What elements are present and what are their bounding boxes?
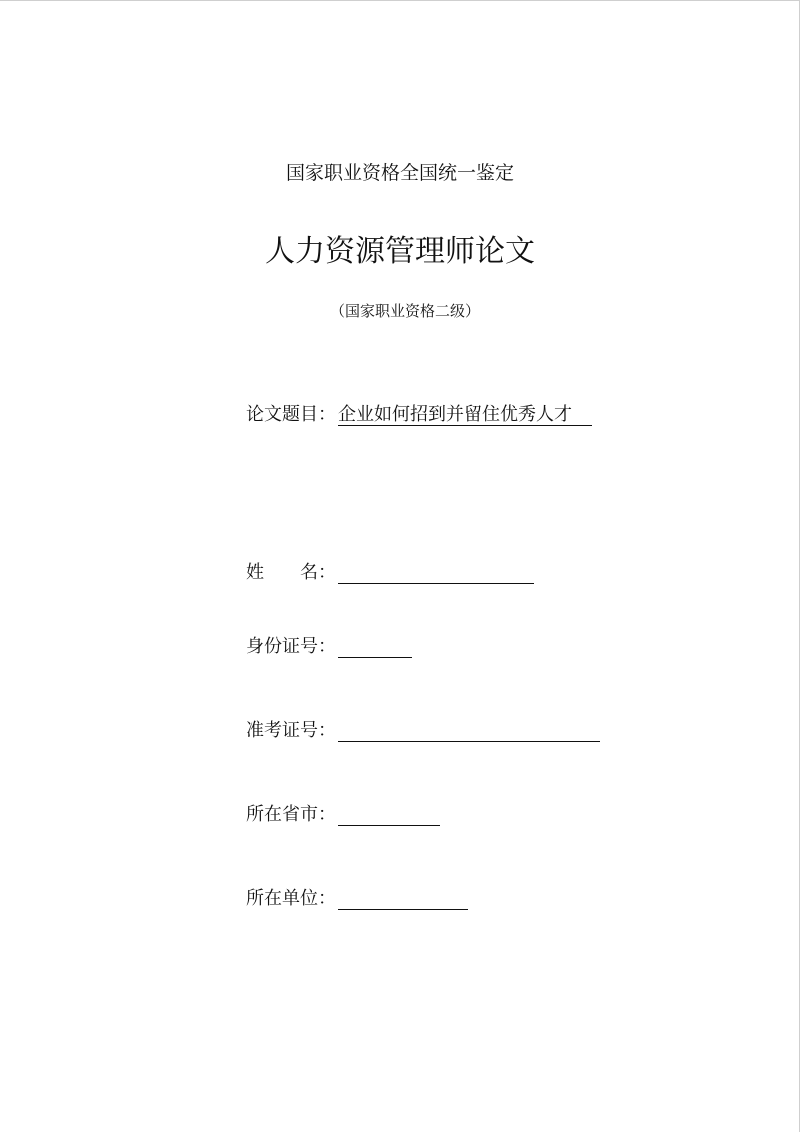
employer-label: 所在单位：: [246, 888, 336, 909]
name-field[interactable]: [338, 563, 534, 584]
id-number-label: 身份证号：: [246, 636, 336, 657]
exam-number-row: [246, 716, 600, 742]
employer-field[interactable]: [338, 889, 468, 910]
page-border-top: [0, 0, 800, 1]
name-label-second: 名: [300, 562, 318, 583]
topic-label: 论文题目：: [246, 404, 336, 425]
province-city-field[interactable]: [338, 805, 440, 826]
employer-row: [246, 884, 468, 910]
name-label-first: 姓: [246, 562, 264, 583]
document-title: 人力资源管理师论文: [265, 234, 535, 269]
province-city-label: 所在省市：: [246, 804, 336, 825]
id-number-field[interactable]: [338, 637, 412, 658]
topic-row: [246, 400, 592, 426]
name-colon: ：: [318, 562, 336, 583]
qualification-level: （国家职业资格二级）: [329, 302, 480, 320]
province-city-row: [246, 800, 440, 826]
exam-number-field[interactable]: [338, 721, 600, 742]
id-number-row: [246, 632, 412, 658]
name-row: [246, 558, 534, 584]
topic-value: 企业如何招到并留住优秀人才: [338, 405, 592, 426]
exam-subtitle: 国家职业资格全国统一鉴定: [285, 162, 514, 184]
exam-number-label: 准考证号：: [246, 720, 336, 741]
name-label: [246, 558, 318, 584]
